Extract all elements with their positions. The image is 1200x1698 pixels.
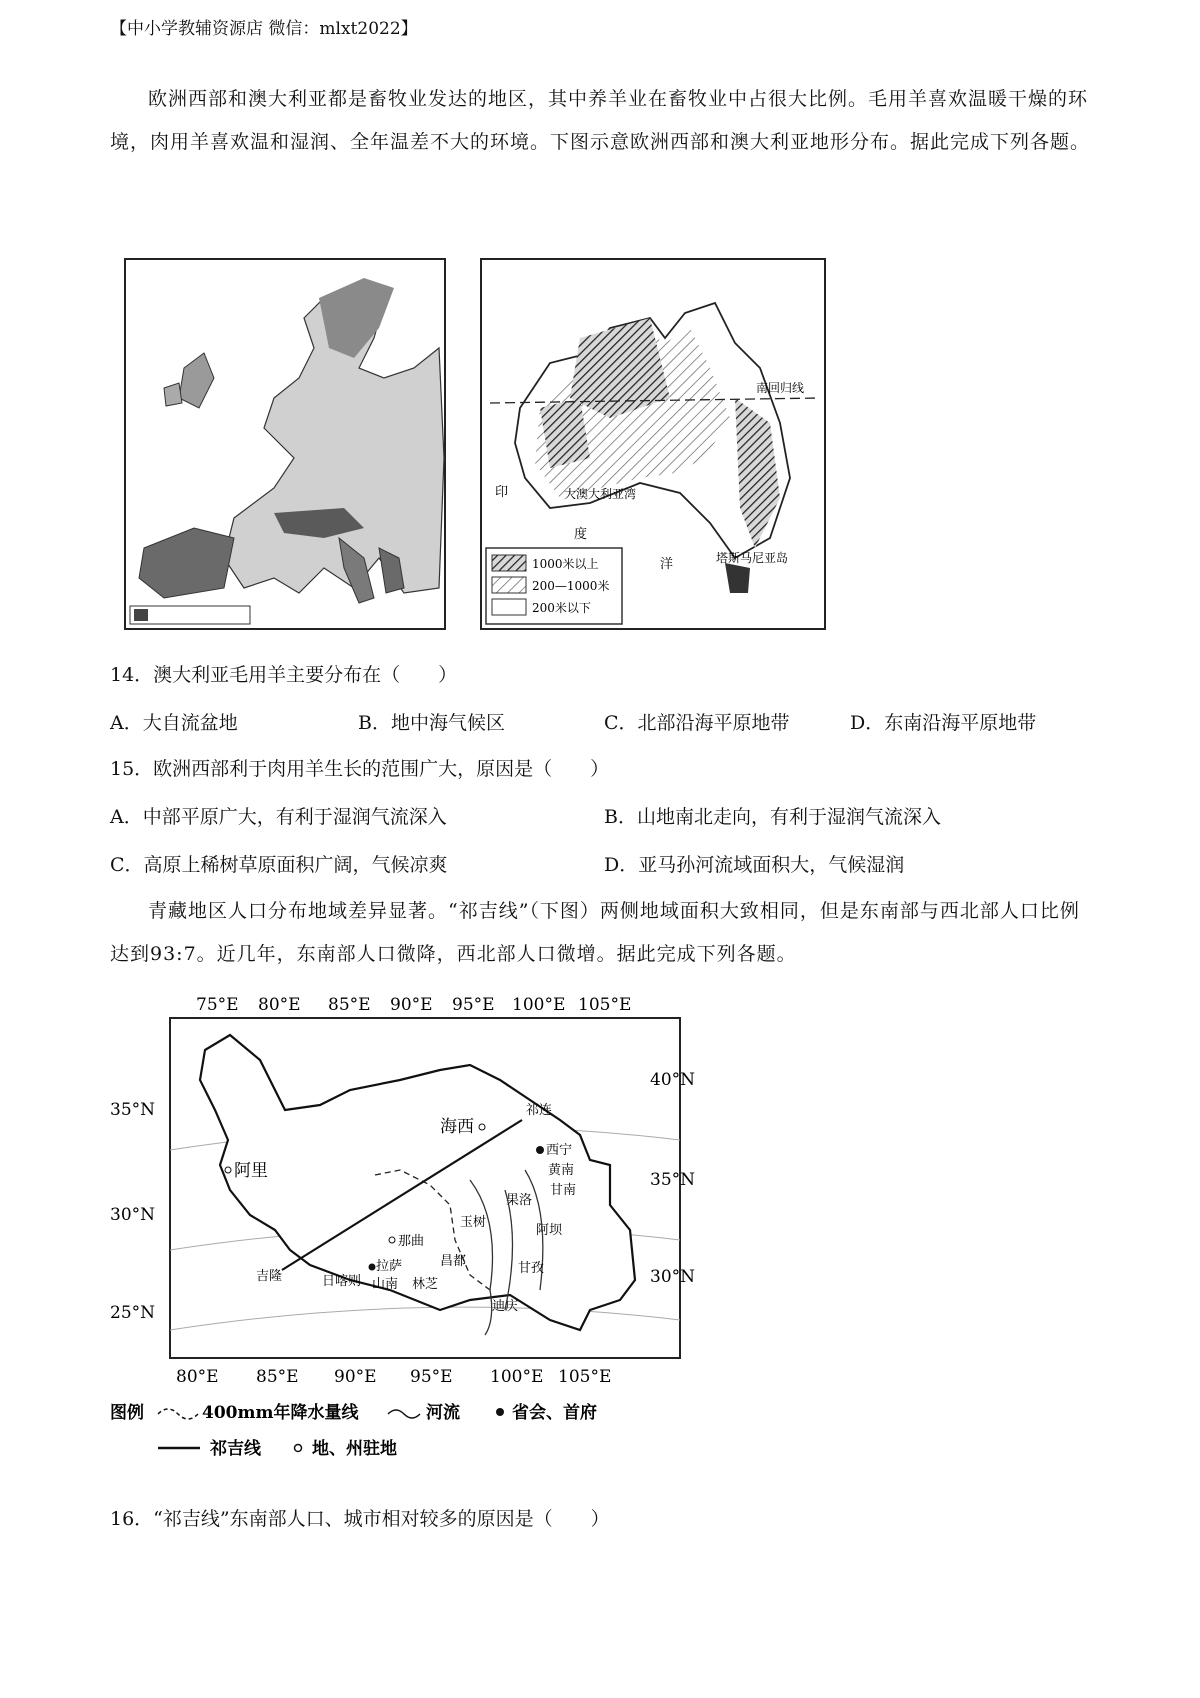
- europe-terrain-map: [124, 258, 446, 630]
- place-xining: 西宁: [546, 1143, 573, 1158]
- legend-precip-line: 400mm年降水量线: [202, 1403, 359, 1423]
- legend-river: 河流: [426, 1403, 460, 1423]
- place-aba: 阿坝: [536, 1223, 563, 1238]
- place-rikaze: 日喀则: [322, 1274, 362, 1289]
- ocean-label-1: 印: [495, 485, 509, 500]
- lon-top-95: 95°E: [452, 995, 495, 1015]
- question-16-stem: 16．“祁吉线”东南部人口、城市相对较多的原因是（ ）: [110, 1508, 610, 1530]
- q14-option-d: D．东南沿海平原地带: [850, 712, 1037, 734]
- tropic-label: 南回归线: [756, 381, 805, 395]
- place-haixi: 海西: [440, 1117, 474, 1137]
- lat-right-40: 40°N: [650, 1070, 696, 1090]
- lon-top-90: 90°E: [390, 995, 433, 1015]
- legend-high: 1000米以上: [532, 557, 599, 571]
- q15-option-b: B．山地南北走向，有利于湿润气流深入: [604, 806, 941, 828]
- lon-bottom-85: 85°E: [256, 1367, 299, 1387]
- ocean-label-3: 洋: [660, 557, 674, 572]
- legend-mid: 200—1000米: [532, 579, 610, 593]
- place-huangnan: 黄南: [548, 1163, 575, 1178]
- q15-option-c: C．高原上稀树草原面积广阔，气候凉爽: [110, 854, 448, 876]
- lon-bottom-80: 80°E: [176, 1367, 219, 1387]
- place-changdu: 昌都: [440, 1254, 467, 1269]
- place-yushu: 玉树: [460, 1215, 487, 1230]
- place-diqing: 迪庆: [492, 1299, 519, 1314]
- lon-top-80: 80°E: [258, 995, 301, 1015]
- lat-left-25: 25°N: [110, 1303, 156, 1323]
- q14-option-b: B．地中海气候区: [358, 712, 505, 734]
- lon-bottom-100: 100°E: [490, 1367, 544, 1387]
- legend-title: 图例: [110, 1403, 144, 1423]
- place-lasa: 拉萨: [376, 1259, 403, 1274]
- lon-bottom-95: 95°E: [410, 1367, 453, 1387]
- lon-top-85: 85°E: [328, 995, 371, 1015]
- legend-prefecture: 地、州驻地: [312, 1439, 397, 1459]
- q15-option-d: D．亚马孙河流域面积大，气候湿润: [604, 854, 905, 876]
- lon-top-100: 100°E: [512, 995, 566, 1015]
- lat-left-30: 30°N: [110, 1205, 156, 1225]
- lon-top-75: 75°E: [196, 995, 239, 1015]
- intro-paragraph-1: 欧洲西部和澳大利亚都是畜牧业发达的地区，其中养羊业在畜牧业中占很大比例。毛用羊喜欢温暖干燥的环境，肉用羊喜欢温和湿润、全年温差不大的环境。下图示意欧洲西部和澳大利亚地形分布。据此完成下列各题。: [110, 88, 1091, 153]
- place-jilong: 吉隆: [256, 1269, 283, 1284]
- place-naqu: 那曲: [398, 1234, 425, 1249]
- australia-terrain-map: [480, 258, 826, 630]
- q14-option-a: A．大自流盆地: [110, 712, 238, 734]
- lat-left-35: 35°N: [110, 1100, 156, 1120]
- tasmania-label: 塔斯马尼亚岛: [716, 551, 789, 565]
- ocean-label-2: 度: [574, 527, 588, 542]
- place-ganzi: 甘孜: [518, 1261, 545, 1276]
- place-shannan: 山南: [372, 1277, 399, 1292]
- place-ali: 阿里: [234, 1161, 268, 1181]
- lat-right-30: 30°N: [650, 1267, 696, 1287]
- lon-top-105: 105°E: [578, 995, 632, 1015]
- q15-option-a: A．中部平原广大，有利于湿润气流深入: [110, 806, 447, 828]
- header-watermark: 【中小学教辅资源店 微信：mlxt2022】: [110, 19, 418, 39]
- legend-low: 200米以下: [532, 601, 591, 615]
- lon-bottom-105: 105°E: [558, 1367, 612, 1387]
- legend-qiji-line: 祁吉线: [210, 1439, 261, 1459]
- intro-paragraph-2: 青藏地区人口分布地域差异显著。“祁吉线”（下图）两侧地域面积大致相同，但是东南部与西北部人口比例达到93:7。近几年，东南部人口微降，西北部人口微增。据此完成下列各题。: [110, 900, 1080, 965]
- bight-label: 大澳大利亚湾: [564, 487, 637, 501]
- legend-capital: 省会、首府: [512, 1403, 597, 1423]
- qinghai-tibet-map: [110, 990, 696, 1470]
- q14-option-c: C．北部沿海平原地带: [604, 712, 790, 734]
- question-15-stem: 15．欧洲西部利于肉用羊生长的范围广大，原因是（ ）: [110, 758, 610, 780]
- place-guoluo: 果洛: [506, 1193, 533, 1208]
- lat-right-35: 35°N: [650, 1170, 696, 1190]
- lon-bottom-90: 90°E: [334, 1367, 377, 1387]
- place-linzhi: 林芝: [412, 1277, 439, 1292]
- place-qilian: 祁连: [526, 1103, 553, 1118]
- place-gannan: 甘南: [550, 1183, 577, 1198]
- question-14-stem: 14．澳大利亚毛用羊主要分布在（ ）: [110, 664, 458, 686]
